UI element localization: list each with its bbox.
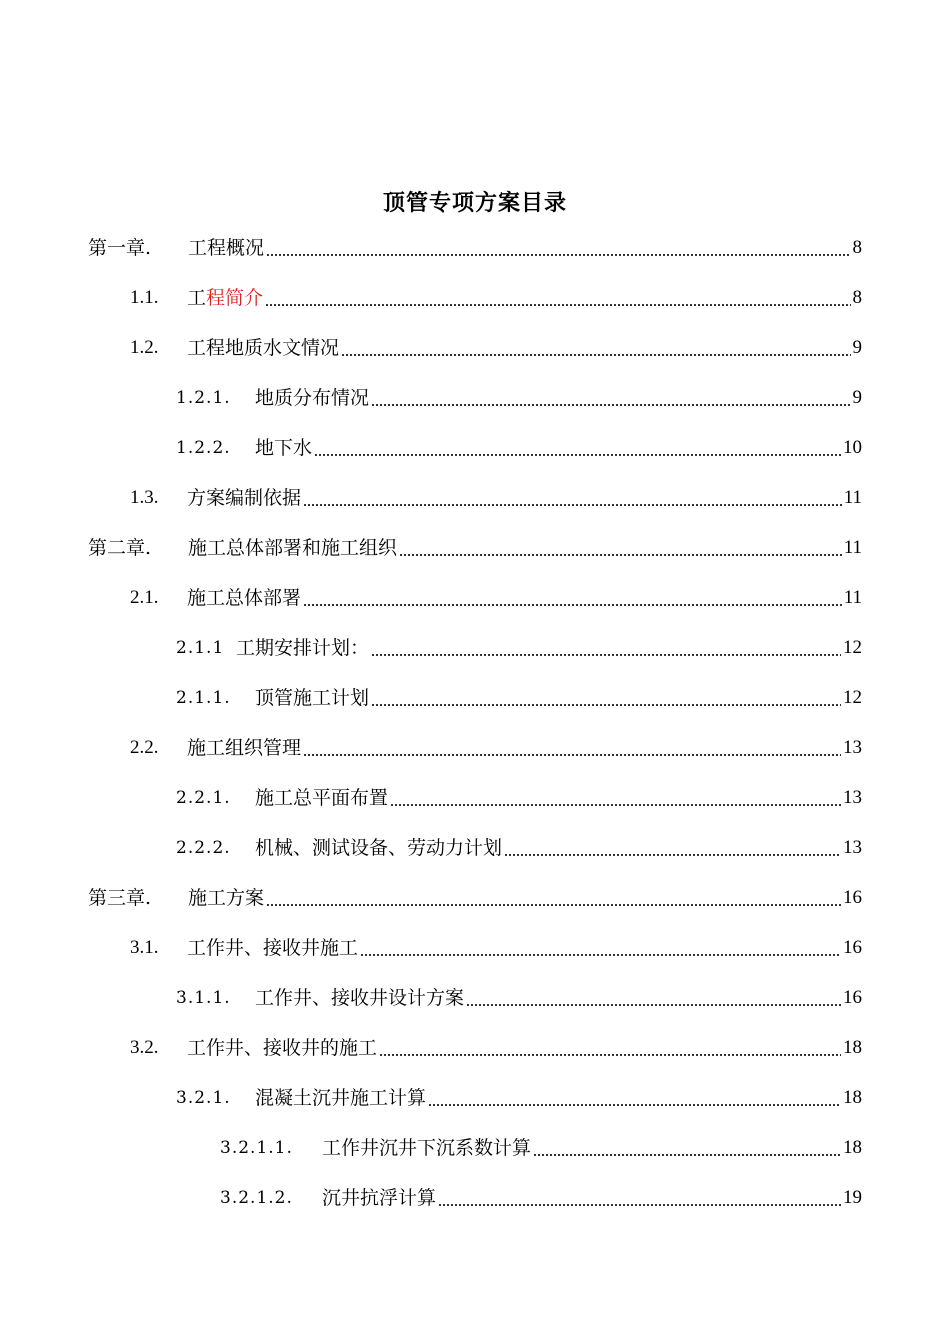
- toc-label: 施工总体部署: [187, 587, 302, 609]
- toc-number: 1.2.: [130, 337, 159, 358]
- toc-leader-dots: [303, 504, 842, 506]
- toc-entry[interactable]: [88, 233, 862, 263]
- toc-number: 3.1.1.: [176, 988, 231, 1008]
- toc-page-number: 18: [843, 1087, 862, 1108]
- toc-entry[interactable]: [176, 783, 862, 813]
- toc-entry[interactable]: [88, 883, 862, 913]
- toc-page-number: 13: [843, 787, 862, 808]
- toc-leader-dots: [371, 704, 841, 706]
- toc-entry[interactable]: [130, 933, 862, 963]
- toc-label: 施工方案: [188, 887, 265, 909]
- toc-entry[interactable]: [220, 1183, 862, 1213]
- toc-number: 3.1.: [130, 937, 159, 958]
- toc-label: 工程概况: [188, 237, 265, 259]
- toc-label: 机械、测试设备、劳动力计划: [255, 837, 503, 859]
- toc-label: 方案编制依据: [187, 487, 302, 509]
- toc-page-number: 8: [852, 287, 862, 308]
- toc-page-number: 12: [843, 687, 862, 708]
- toc-label: 工作井、接收井施工: [187, 937, 359, 959]
- toc-label: 工作井沉井下沉系数计算: [322, 1137, 532, 1159]
- toc-page-number: 19: [843, 1187, 862, 1208]
- toc-leader-dots: [314, 454, 841, 456]
- toc-page-number: 11: [843, 487, 862, 508]
- toc-number: 1.2.2.: [176, 438, 231, 458]
- toc-label: 施工组织管理: [187, 737, 302, 759]
- toc-leader-dots: [466, 1004, 841, 1006]
- toc-number: 1.1.: [130, 287, 159, 308]
- toc-number: 3.2.1.: [176, 1088, 231, 1108]
- toc-label: 地下水: [255, 437, 313, 459]
- toc-leader-dots: [303, 604, 842, 606]
- toc-leader-dots: [533, 1154, 841, 1156]
- toc-page-number: 16: [843, 887, 862, 908]
- toc-leader-dots: [428, 1104, 841, 1106]
- toc-entry[interactable]: [176, 983, 862, 1013]
- toc-entry[interactable]: [176, 1083, 862, 1113]
- toc-number: 1.3.: [130, 487, 159, 508]
- toc-page-number: 12: [843, 637, 862, 658]
- toc-number: 3.2.1.1.: [220, 1138, 293, 1158]
- toc-page-number: 18: [843, 1037, 862, 1058]
- toc-number: 1.2.1.: [176, 388, 231, 408]
- toc-page-number: 16: [843, 937, 862, 958]
- toc-page-number: 18: [843, 1137, 862, 1158]
- toc-number: 3.2.: [130, 1037, 159, 1058]
- toc-label: 混凝土沉井施工计算: [255, 1087, 427, 1109]
- toc-page-number: 10: [843, 437, 862, 458]
- toc-number: 2.1.: [130, 587, 159, 608]
- toc-leader-dots: [390, 804, 841, 806]
- toc-leader-dots: [266, 254, 850, 256]
- toc-leader-dots: [303, 754, 841, 756]
- toc-leader-dots: [341, 354, 850, 356]
- toc-label: 施工总平面布置: [255, 787, 389, 809]
- toc-leader-dots: [371, 404, 850, 406]
- toc-label: 施工总体部署和施工组织: [188, 537, 398, 559]
- toc-entry[interactable]: [130, 283, 862, 313]
- toc-leader-dots: [438, 1204, 841, 1206]
- toc-leader-dots: [266, 904, 841, 906]
- toc-entry[interactable]: [176, 633, 862, 663]
- toc-label: 沉井抗浮计算: [322, 1187, 437, 1209]
- toc-page-number: 13: [843, 837, 862, 858]
- toc-page-number: 9: [852, 387, 862, 408]
- toc-number: 第二章.: [88, 537, 152, 559]
- toc-number: 第三章.: [88, 887, 152, 909]
- toc-page-number: 11: [843, 587, 862, 608]
- toc-leader-dots: [399, 554, 842, 556]
- toc-page-number: 16: [843, 987, 862, 1008]
- toc-page-number: 9: [852, 337, 862, 358]
- toc-label: 工作井、接收井设计方案: [255, 987, 465, 1009]
- toc-page-number: 13: [843, 737, 862, 758]
- toc-page-number: 11: [843, 537, 862, 558]
- toc-label: 顶管施工计划: [255, 687, 370, 709]
- toc-entry[interactable]: [130, 483, 862, 513]
- toc-leader-dots: [504, 854, 841, 856]
- toc-number: 2.1.1: [176, 638, 225, 658]
- toc-leader-dots: [371, 654, 841, 656]
- toc-label: 工期安排计划：: [236, 637, 370, 659]
- document-title: 顶管专项方案目录: [382, 190, 567, 216]
- toc-number: 3.2.1.2.: [220, 1188, 293, 1208]
- toc-number: 2.2.2.: [176, 838, 231, 858]
- toc-entry[interactable]: [220, 1133, 862, 1163]
- toc-entry[interactable]: [130, 333, 862, 363]
- toc-label: 工程地质水文情况: [187, 337, 340, 359]
- toc-leader-dots: [360, 954, 841, 956]
- toc-leader-dots: [265, 304, 850, 306]
- toc-entry[interactable]: [176, 433, 862, 463]
- toc-entry[interactable]: [176, 383, 862, 413]
- toc-entry[interactable]: [176, 683, 862, 713]
- toc-label: [187, 283, 263, 313]
- toc-leader-dots: [379, 1054, 841, 1056]
- toc-entry[interactable]: [130, 583, 862, 613]
- toc-entry[interactable]: [88, 533, 862, 563]
- toc-label: 工作井、接收井的施工: [187, 1037, 378, 1059]
- toc-label-highlighted: 程简介: [206, 287, 264, 309]
- toc-entry[interactable]: [176, 833, 862, 863]
- toc-label: 地质分布情况: [255, 387, 370, 409]
- toc-entry[interactable]: [130, 733, 862, 763]
- toc-label-plain: 工: [187, 287, 207, 309]
- toc-number: 第一章.: [88, 237, 152, 259]
- toc-number: 2.1.1.: [176, 688, 231, 708]
- toc-entry[interactable]: [130, 1033, 862, 1063]
- toc-number: 2.2.: [130, 737, 159, 758]
- toc-number: 2.2.1.: [176, 788, 231, 808]
- toc-page-number: 8: [852, 237, 862, 258]
